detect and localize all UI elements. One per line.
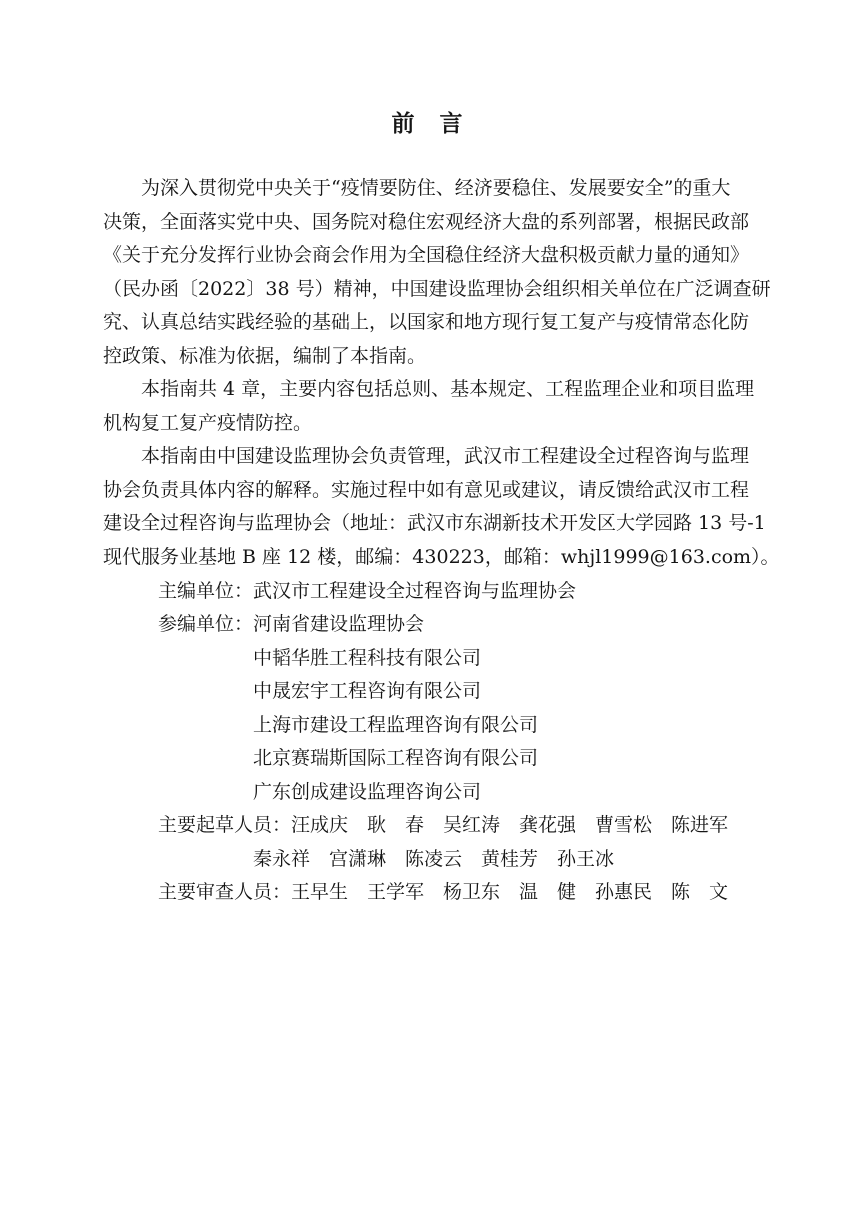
chief-editor-label: 主编单位： xyxy=(158,579,254,602)
reviewers-label: 主要审查人员： xyxy=(158,881,292,904)
paragraph-line: 控政策、标准为依据，编制了本指南。 xyxy=(103,344,427,367)
chief-editor-line xyxy=(103,575,755,609)
drafters-row2-names: 秦永祥 宫潇琳 陈凌云 黄桂芳 孙王冰 xyxy=(253,847,615,870)
co-editor-line xyxy=(103,608,755,642)
reviewers-names: 王早生 王学军 杨卫东 温 健 孙惠民 陈 文 xyxy=(291,881,729,904)
co-editor-label: 参编单位： xyxy=(158,613,254,636)
co-editor-unit-line: 中晟宏宇工程咨询有限公司 xyxy=(253,680,482,703)
paragraph-line: 本指南共 4 章，主要内容包括总则、基本规定、工程监理企业和项目监理 xyxy=(141,378,755,401)
chief-editor-name: 武汉市工程建设全过程咨询与监理协会 xyxy=(253,579,577,602)
paragraphs xyxy=(103,172,780,575)
paragraph-line: 决策，全面落实党中央、国务院对稳住宏观经济大盘的系列部署，根据民政部 xyxy=(103,210,750,233)
co-editor-first-unit: 河南省建设监理协会 xyxy=(253,613,425,636)
co-editor-unit-line: 北京赛瑞斯国际工程咨询有限公司 xyxy=(253,747,539,770)
co-editor-unit-line: 广东创成建设监理咨询公司 xyxy=(253,780,482,803)
co-editor-unit-line: 上海市建设工程监理咨询有限公司 xyxy=(253,713,539,736)
paragraph-line: 建设全过程咨询与监理协会（地址：武汉市东湖新技术开发区大学园路 13 号-1 xyxy=(103,512,766,535)
drafters-row2-line xyxy=(103,843,755,877)
drafters-label: 主要起草人员： xyxy=(158,814,292,837)
paragraph-line: 究、认真总结实践经验的基础上，以国家和地方现行复工复产与疫情常态化防 xyxy=(103,311,750,334)
reviewers-line xyxy=(103,876,755,910)
paragraph-line: 为深入贯彻党中央关于“疫情要防住、经济要稳住、发展要安全”的重大 xyxy=(141,177,731,199)
document-body xyxy=(103,172,780,910)
paragraph-line: 《关于充分发挥行业协会商会作用为全国稳住经济大盘积极贡献力量的通知》 xyxy=(103,244,750,267)
co-editor-units xyxy=(103,642,755,810)
page-title: 前 言 xyxy=(391,110,464,137)
paragraph-line: 现代服务业基地 B 座 12 楼，邮编：430223，邮箱：whjl1999@163.com）。 xyxy=(103,546,780,569)
co-editor-unit-line: 中韬华胜工程科技有限公司 xyxy=(253,646,482,669)
paragraph-line: 机构复工复产疫情防控。 xyxy=(103,411,313,434)
paragraph-line: （民办函〔2022〕38 号）精神，中国建设监理协会组织相关单位在广泛调查研 xyxy=(103,277,771,300)
paragraph-line: 协会负责具体内容的解释。实施过程中如有意见或建议，请反馈给武汉市工程 xyxy=(103,478,750,501)
drafters-row1-names: 汪成庆 耿 春 吴红涛 龚花强 曹雪松 陈进军 xyxy=(291,814,729,837)
paragraph-line: 本指南由中国建设监理协会负责管理，武汉市工程建设全过程咨询与监理 xyxy=(141,445,750,468)
drafters-line xyxy=(103,809,755,843)
